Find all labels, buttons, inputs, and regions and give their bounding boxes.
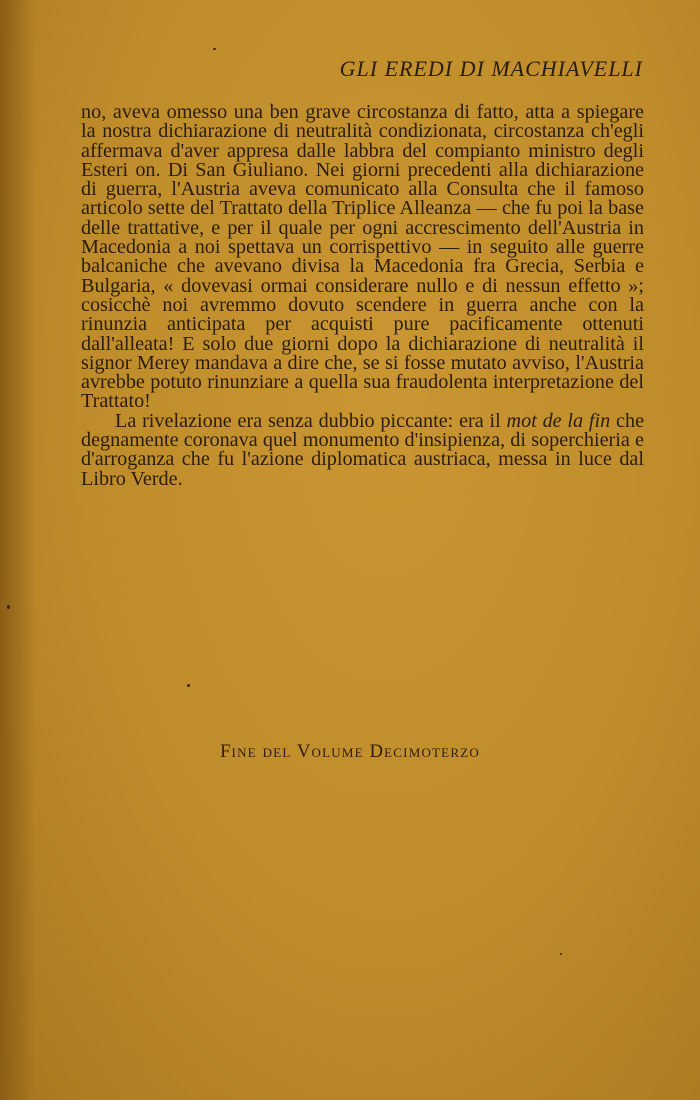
running-head: GLI EREDI DI MACHIAVELLI	[339, 56, 643, 81]
ink-speck	[213, 48, 216, 50]
paragraph-2-end: che degnamente coronava quel monumento d'insipienza, di soperchieria e d'arroganza che fu l'azione diplomatica austriaca, messa in luce dal Libro Verde.	[81, 409, 645, 490]
paragraph-2	[81, 409, 645, 490]
ink-speck	[7, 605, 10, 609]
paragraph-2-start: La rivelazione era senza dubbio piccante: era il	[115, 409, 501, 432]
body-text	[81, 103, 644, 489]
colophon: Fine del Volume Decimoterzo	[220, 742, 480, 762]
ink-speck	[187, 684, 190, 687]
paragraph-1: no, aveva omesso una ben grave circostanza di fatto, atta a spiegare la nostra dichiarazione di neutralità condizionata, circostanza ch'egli affermava d'aver appresa dalle labbra del compianto ministro degli Esteri on. Di San Giuliano. Nei giorni precedenti alla dichiarazione di guerra, l'Austria aveva comunicato alla Consulta che il famoso articolo sette del Trattato della Triplice Alleanza — che fu poi la base delle trattative, e per il quale per ogni accrescimento dell'Austria in Macedonia a noi spettava un corrispettivo — in seguito alle guerre balcaniche che avevano divisa la Macedonia fra Grecia, Serbia e Bulgaria, « dovevasi ormai considerare nullo e di nessun effetto »; cosicchè noi avremmo dovuto scendere in guerra anche con la rinunzia anticipata per acquisti pure pacificamente ottenuti dall'alleata! E solo due giorni dopo la dichiarazione di neutralità il signor Merey mandava a dire che, se si fosse mutato avviso, l'Austria avrebbe potuto rinunziare a quella sua fraudolenta interpretazione del Trattato!	[81, 101, 644, 413]
paragraph-2-italic: mot de la fin	[506, 409, 611, 432]
ink-speck	[560, 953, 562, 955]
page-gutter-shadow	[0, 0, 36, 1100]
